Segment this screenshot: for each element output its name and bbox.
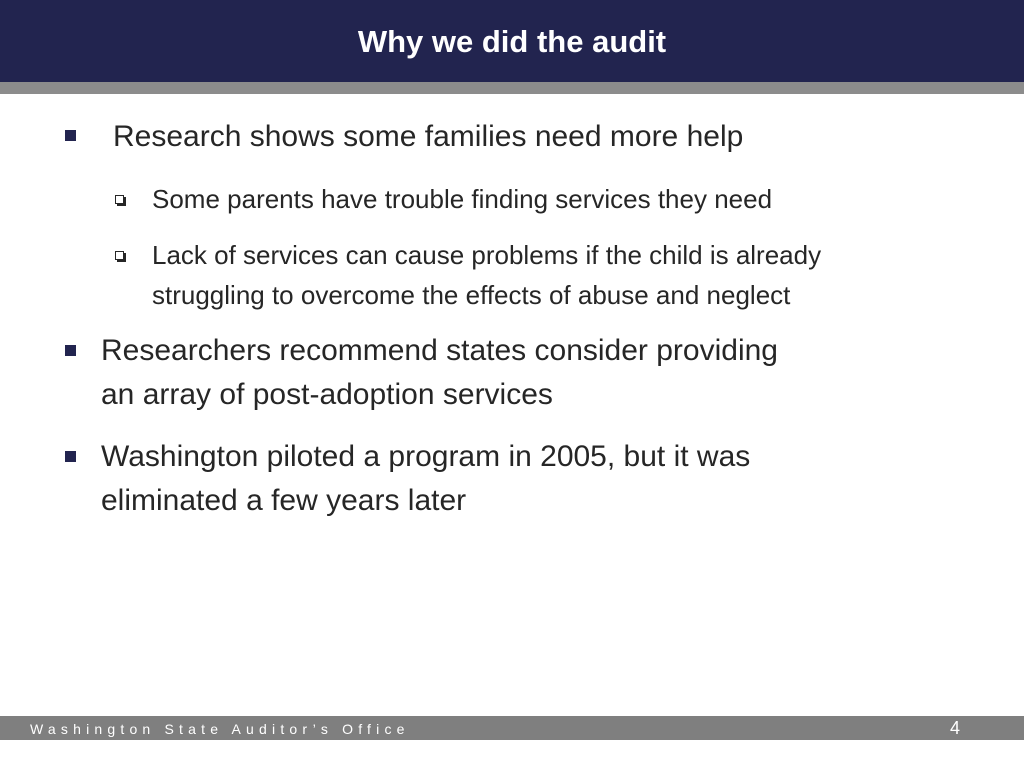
sub-bullet-2-line-1: Lack of services can cause problems if the child is already [152, 240, 822, 270]
bullet-3-line-2: eliminated a few years later [101, 484, 467, 517]
square-bullet-icon [65, 130, 76, 141]
square-bullet-icon [65, 451, 76, 462]
square-bullet-icon [65, 345, 76, 356]
footer-office-name: Washington State Auditor’s Office [30, 721, 410, 737]
page-number: 4 [949, 718, 960, 738]
sub-bullet-1-text: Some parents have trouble finding services they need [152, 184, 773, 214]
bullet-3-line-1: Washington piloted a program in 2005, but it was [101, 440, 751, 473]
bullet-1-text: Research shows some families need more help [113, 120, 744, 153]
bullet-2-line-2: an array of post-adoption services [101, 378, 553, 411]
hollow-square-bullet-icon [115, 195, 124, 204]
hollow-square-bullet-icon [115, 251, 124, 260]
bullet-2-line-1: Researchers recommend states consider providing [101, 334, 778, 367]
slide-title: Why we did the audit [357, 24, 667, 59]
title-divider [0, 82, 1024, 94]
sub-bullet-2-line-2: struggling to overcome the effects of abuse and neglect [152, 280, 791, 310]
